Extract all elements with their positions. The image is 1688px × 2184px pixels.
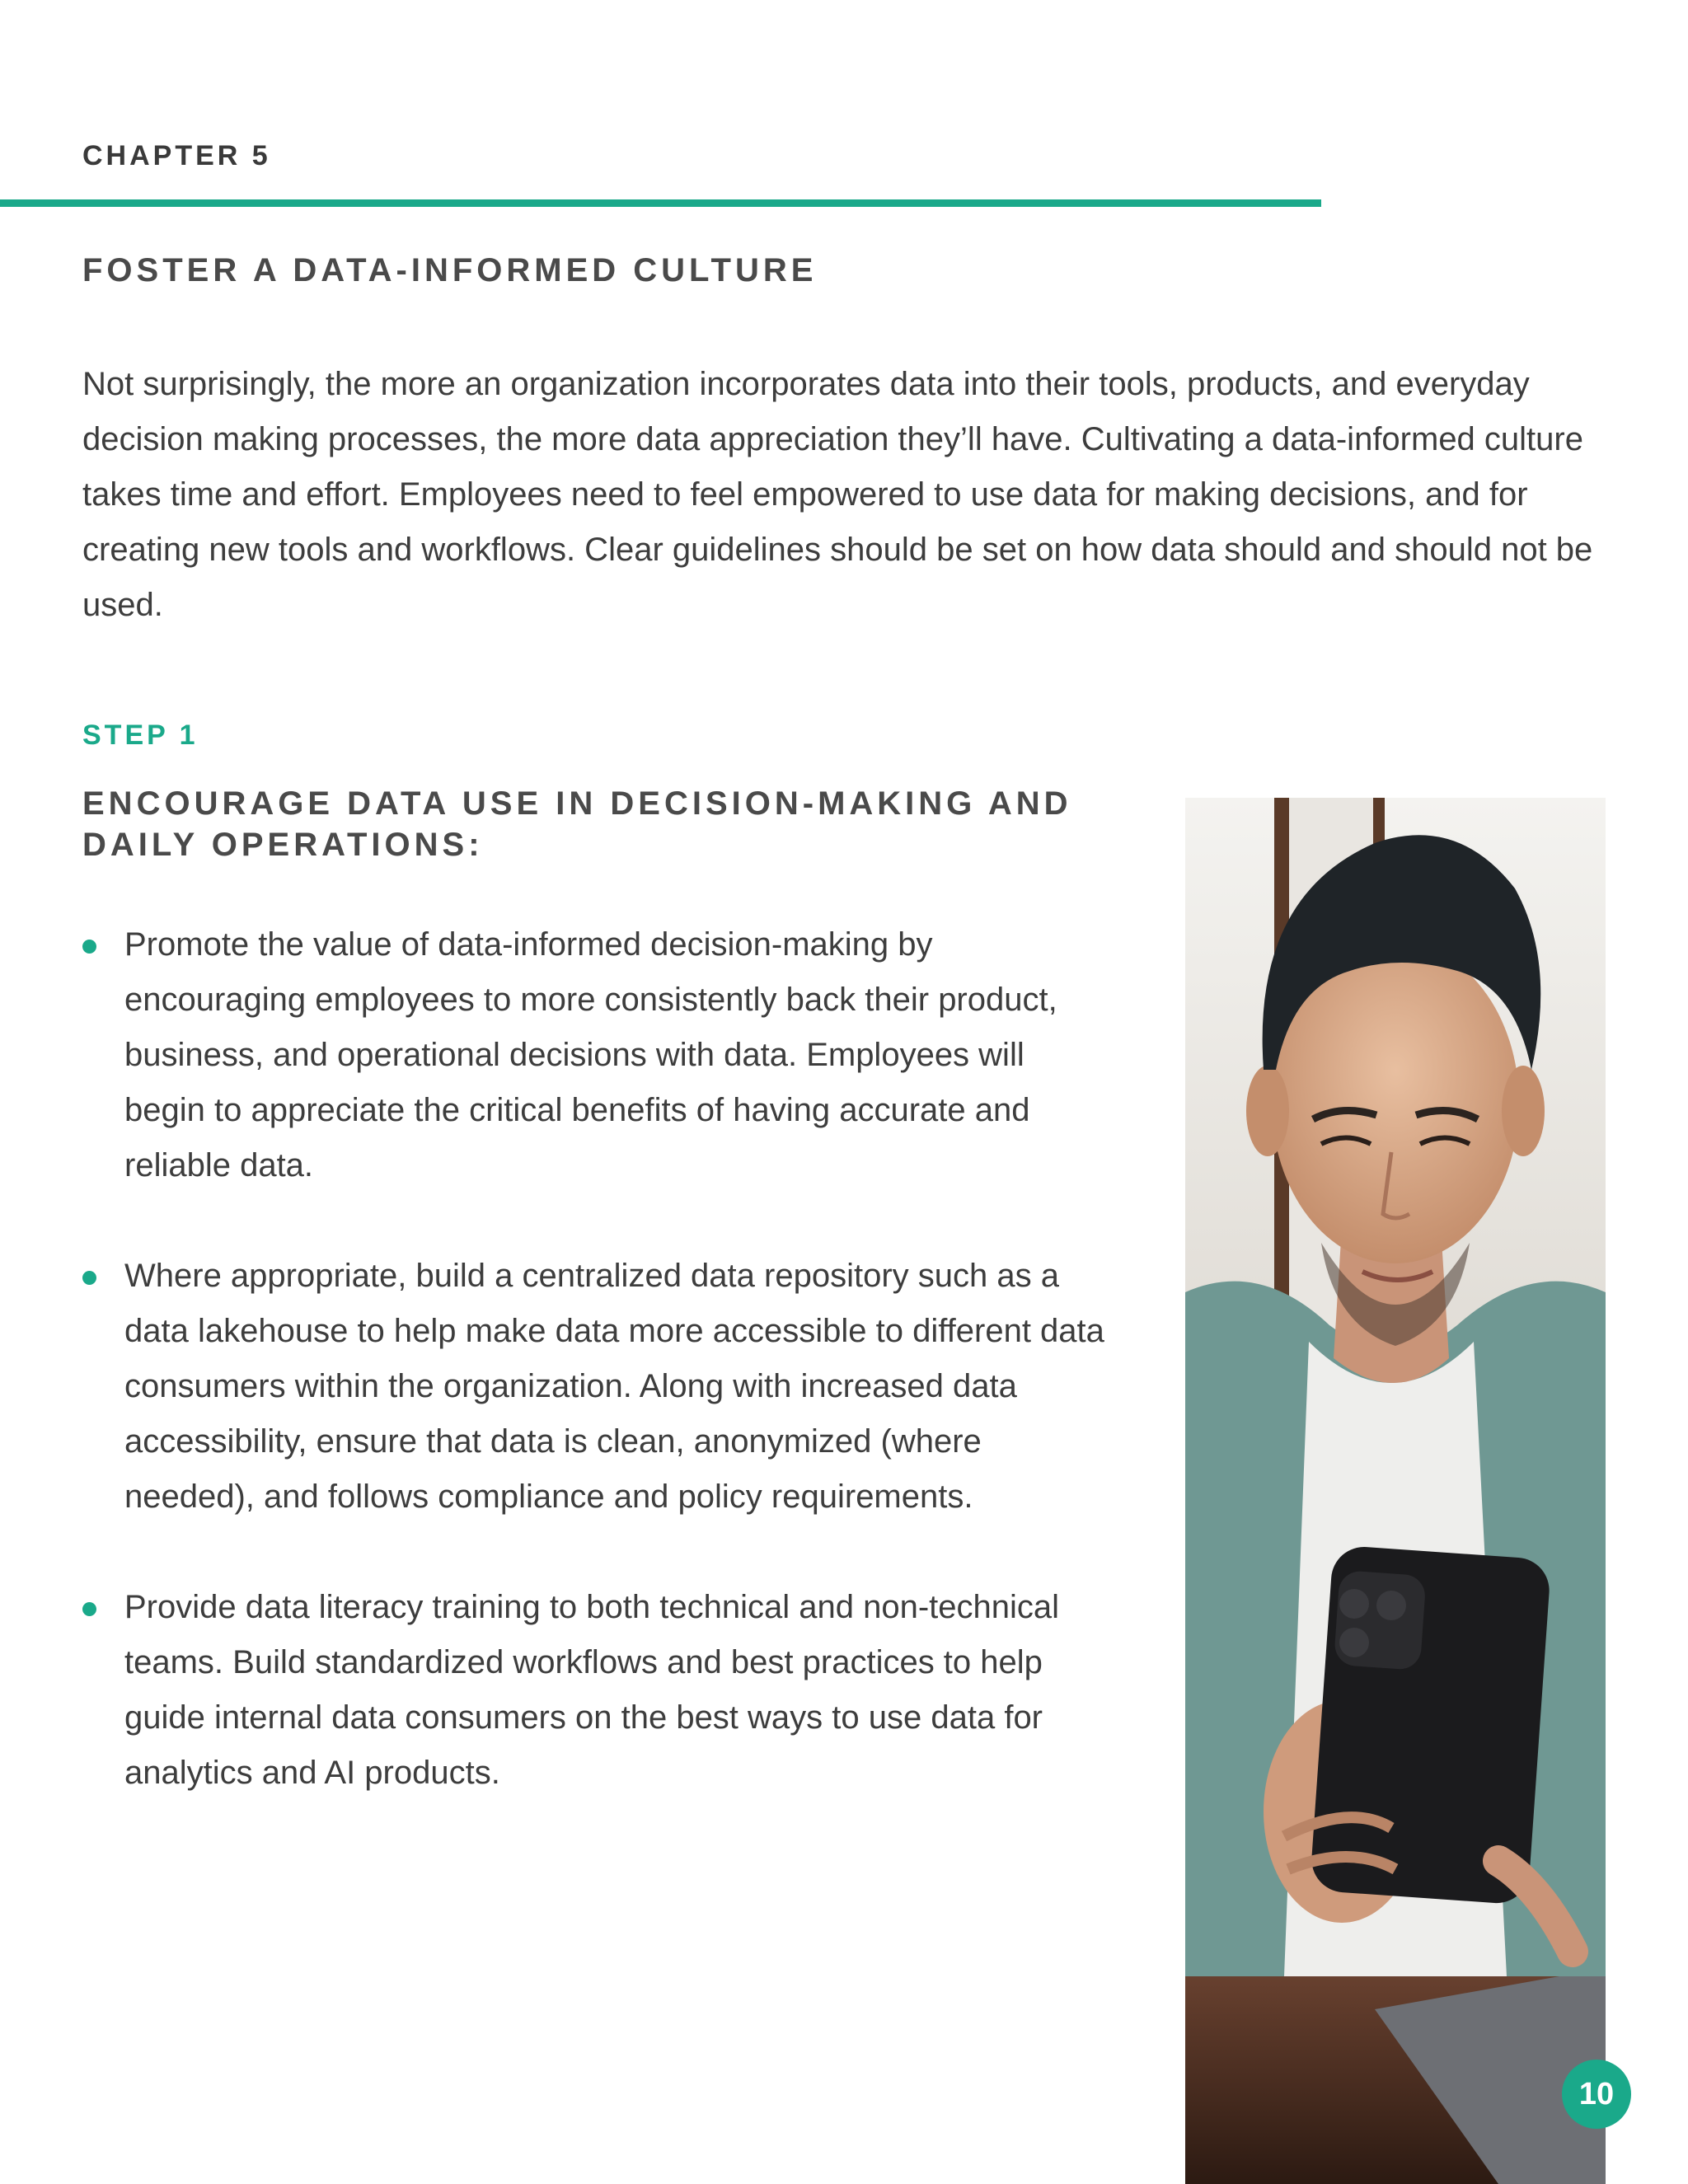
bullet-dot-icon: [82, 1602, 96, 1616]
page-number-badge: 10: [1562, 2060, 1631, 2129]
list-item: [82, 917, 1113, 1193]
section-title: FOSTER A DATA-INFORMED CULTURE: [82, 252, 818, 288]
chapter-divider: [0, 199, 1321, 207]
bullet-text: Where appropriate, build a centralized data repository such as a data lakehouse to help make data more accessible to different data consumers within the organization. Along with increased data accessibility, ensure that data is clean, anonymized (where needed), and follows compliance and policy requirements.: [124, 1258, 1104, 1515]
bullet-dot-icon: [82, 940, 96, 954]
chapter-label: CHAPTER 5: [82, 140, 271, 171]
bullet-text: Provide data literacy training to both technical and non-technical teams. Build standardized workflows and best practices to help guide internal data consumers on the best ways to use data for analytics and AI products.: [124, 1589, 1060, 1791]
list-item: [82, 1249, 1113, 1525]
intro-paragraph: Not surprisingly, the more an organization incorporates data into their tools, products, and everyday decision making processes, the more data appreciation they’ll have. Cultivating a data-informed culture takes time and effort. Employees need to feel empowered to use data for making decisions, and for creating new tools and workflows. Clear guidelines should be set on how data should and should not be used.: [82, 366, 1593, 623]
bullet-text: Promote the value of data-informed decision-making by encouraging employees to more consistently back their product, business, and operational decisions with data. Employees will begin to appreciate the critical benefits of having accurate and reliable data.: [124, 926, 1057, 1183]
photo-man-with-phone: [1185, 798, 1606, 2184]
list-item: [82, 1580, 1113, 1801]
bullet-list: [82, 917, 1113, 1856]
bullet-dot-icon: [82, 1271, 96, 1285]
photo-illustration: [1185, 798, 1606, 2184]
step-label: STEP 1: [82, 719, 199, 751]
step-title: ENCOURAGE DATA USE IN DECISION-MAKING AND DAILY OPERATIONS:: [82, 785, 1072, 863]
